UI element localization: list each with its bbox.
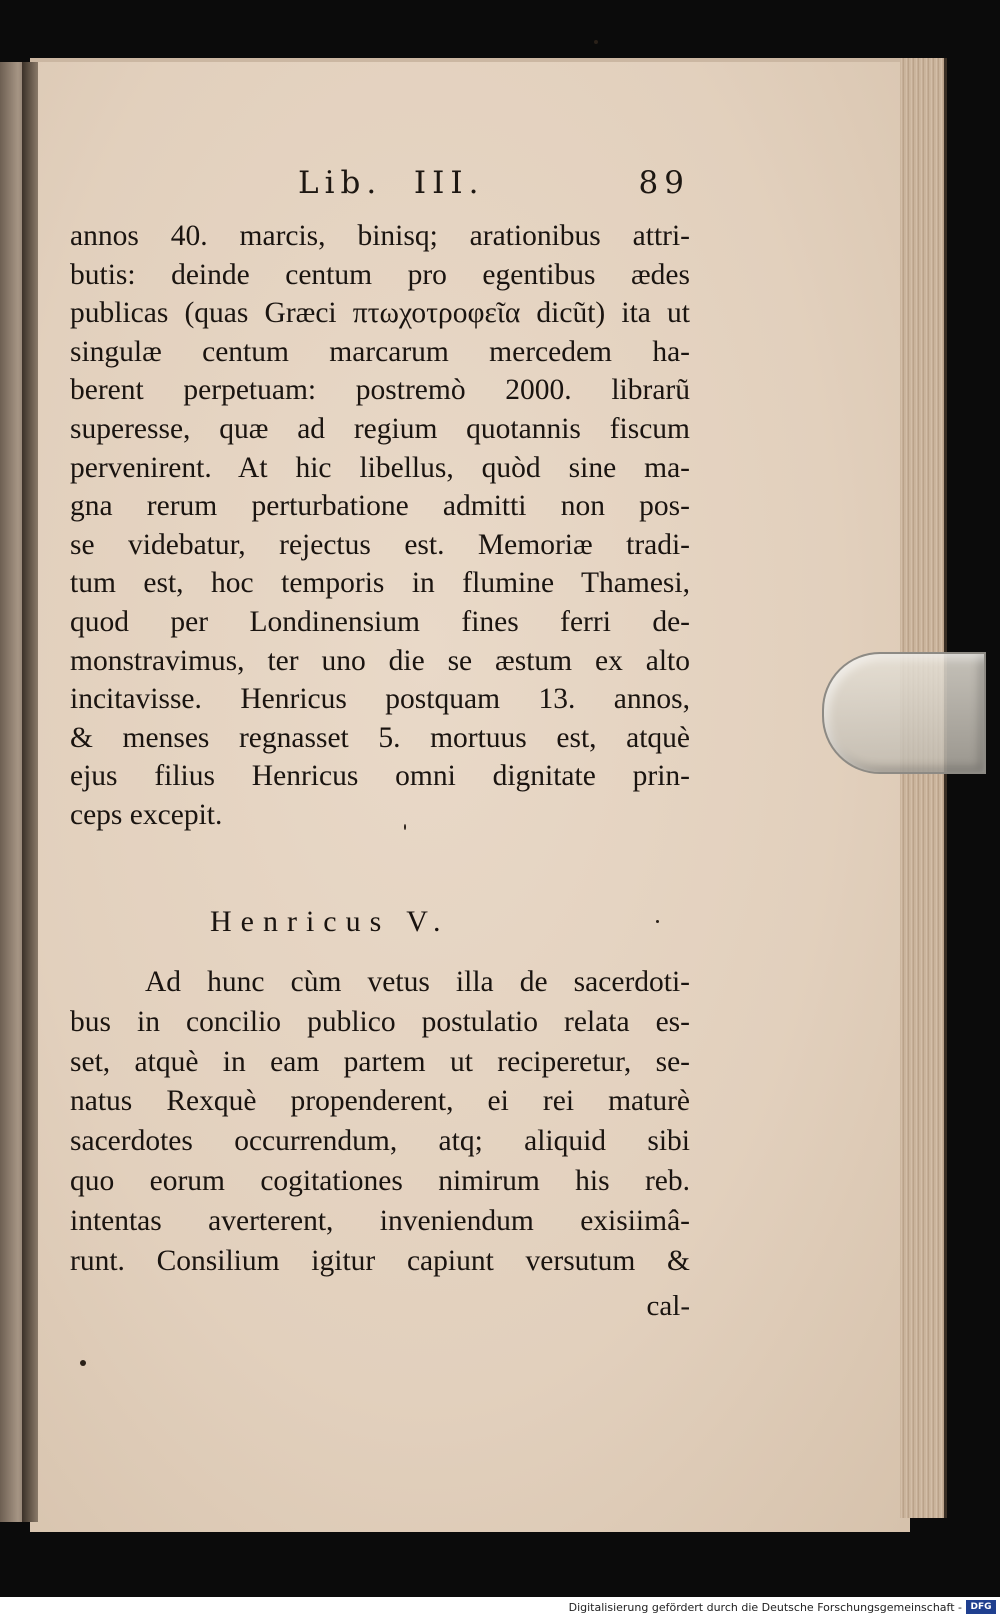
text-line: Ad hunc cùm vetus illa de sacerdoti- xyxy=(145,966,690,998)
text-line: annos 40. marcis, binisq; arationibus attri- xyxy=(70,220,690,252)
text-line: singulæ centum marcarum mercedem ha- xyxy=(70,335,690,368)
book-gutter xyxy=(22,62,38,1522)
text-line: quo eorum cogitationes nimirum his reb. xyxy=(70,1164,690,1197)
text-line: berent perpetuam: postremò 2000. librarũ xyxy=(70,374,690,407)
text-line: incitavisse. Henricus postquam 13. annos, xyxy=(70,683,690,716)
dfg-logo: DFG xyxy=(966,1600,996,1614)
text-line: publicas (quas Græci πτωχοτροφεῖα dicũt) ita ut xyxy=(70,297,690,330)
page-clip xyxy=(822,652,986,774)
paragraph-2 xyxy=(70,963,690,1281)
footer-credit: Digitalisierung gefördert durch die Deutsche Forschungsgemeinschaft - xyxy=(568,1601,962,1614)
text-line: monstravimus, ter uno die se æstum ex alto xyxy=(70,644,690,677)
text-line: ejus filius Henricus omni dignitate prin- xyxy=(70,760,690,793)
text-line: runt. Consilium igitur capiunt versutum & xyxy=(70,1244,690,1277)
running-head xyxy=(70,165,690,205)
paragraph-1 xyxy=(70,217,690,835)
text-line: bus in concilio publico postulatio relata es- xyxy=(70,1005,690,1038)
text-line: quod per Londinensium fines ferri de- xyxy=(70,605,690,638)
text-line: superesse, quæ ad regium quotannis fiscum xyxy=(70,412,690,445)
page-block-edges xyxy=(900,58,947,1518)
text-line: butis: deinde centum pro egentibus ædes xyxy=(70,258,690,291)
text-line: sacerdotes occurrendum, atq; aliquid sibi xyxy=(70,1125,690,1158)
section-heading: Henricus V. xyxy=(210,905,450,938)
text-line: tum est, hoc temporis in flumine Thamesi, xyxy=(70,567,690,600)
catchword: cal- xyxy=(646,1290,690,1322)
text-line: gna rerum perturbatione admitti non pos- xyxy=(70,490,690,523)
running-head-title: Lib. III. xyxy=(298,165,485,201)
text-line: se videbatur, rejectus est. Memoriæ tradi- xyxy=(70,528,690,561)
text-line: & menses regnasset 5. mortuus est, atquè xyxy=(70,721,690,754)
text-line: pervenirent. At hic libellus, quòd sine ma- xyxy=(70,451,690,484)
text-line: set, atquè in eam partem ut reciperetur, se- xyxy=(70,1045,690,1078)
text-line: natus Rexquè propenderent, ei rei maturè xyxy=(70,1085,690,1118)
text-line: intentas averterent, inveniendum exisiimâ- xyxy=(70,1204,690,1237)
footer-bar xyxy=(0,1597,1000,1619)
page-number: 89 xyxy=(638,165,690,201)
text-line: ceps excepit. xyxy=(70,798,223,831)
